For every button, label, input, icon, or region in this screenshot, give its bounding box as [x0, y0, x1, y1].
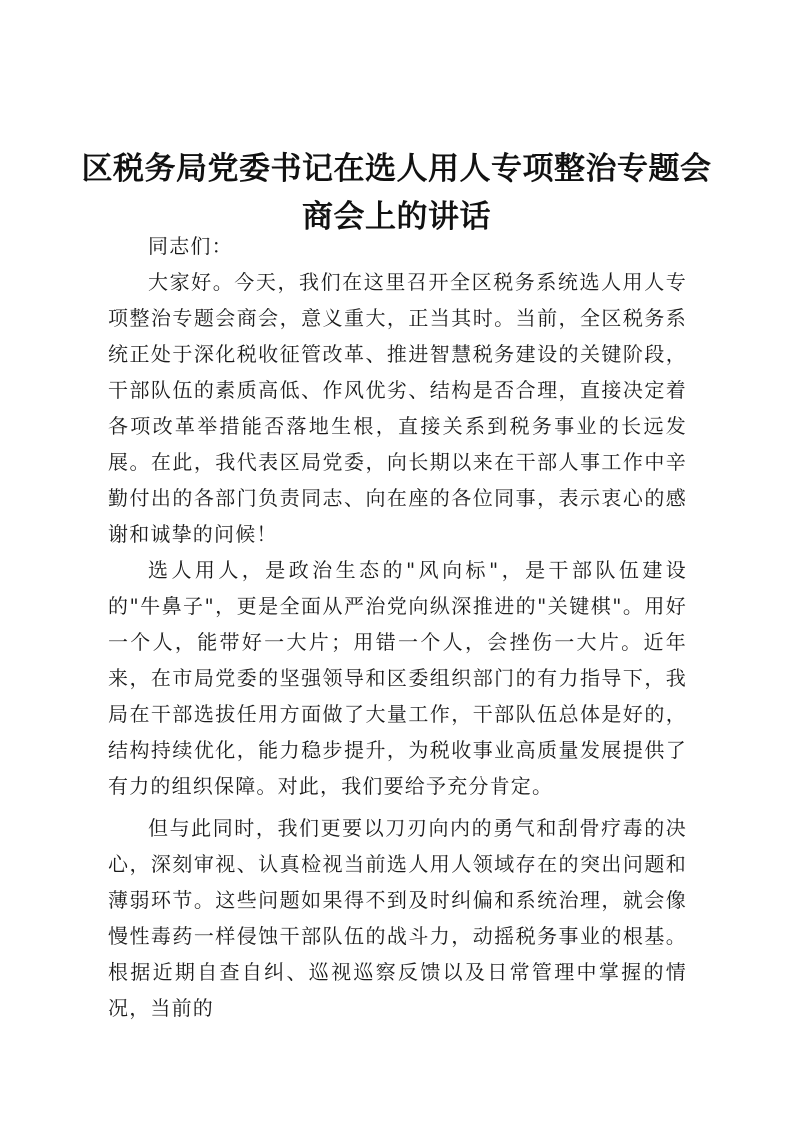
document-title-line-2: 商会上的讲话 [302, 199, 491, 235]
document-title-line-1: 区税务局党委书记在选人用人专项整治专题会 [81, 151, 712, 187]
paragraph-3: 但与此同时，我们更要以刀刃向内的勇气和刮骨疗毒的决心，深刻审视、认真检视当前选人用人领域存在的突出问题和薄弱环节。这些问题如果得不到及时纠偏和系统治理，就会像慢性毒药一样侵蚀干部队伍的战斗力，动摇税务事业的根基。根据近期自查自纠、巡视巡察反馈以及日常管理中掌握的情况，当前的 [108, 816, 687, 1020]
document-body [108, 228, 687, 1026]
paragraph-1: 大家好。今天，我们在这里召开全区税务系统选人用人专项整治专题会商会，意义重大，正当其时。当前，全区税务系统正处于深化税收征管改革、推进智慧税务建设的关键阶段，干部队伍的素质高低、作风优劣、结构是否合理，直接决定着各项改革举措能否落地生根，直接关系到税务事业的长远发展。在此，我代表区局党委，向长期以来在干部人事工作中辛勤付出的各部门负责同志、向在座的各位同事，表示衷心的感谢和诚挚的问候！ [108, 270, 687, 546]
salutation: 同志们： [148, 234, 233, 258]
paragraph-2: 选人用人，是政治生态的"风向标"，是干部队伍建设的"牛鼻子"，更是全面从严治党向纵深推进的"关键棋"。用好一个人，能带好一大片；用错一个人，会挫伤一大片。近年来，在市局党委的坚强领导和区委组织部门的有力指导下，我局在干部选拔任用方面做了大量工作，干部队伍总体是好的，结构持续优化，能力稳步提升，为税收事业高质量发展提供了有力的组织保障。对此，我们要给予充分肯定。 [108, 558, 687, 798]
